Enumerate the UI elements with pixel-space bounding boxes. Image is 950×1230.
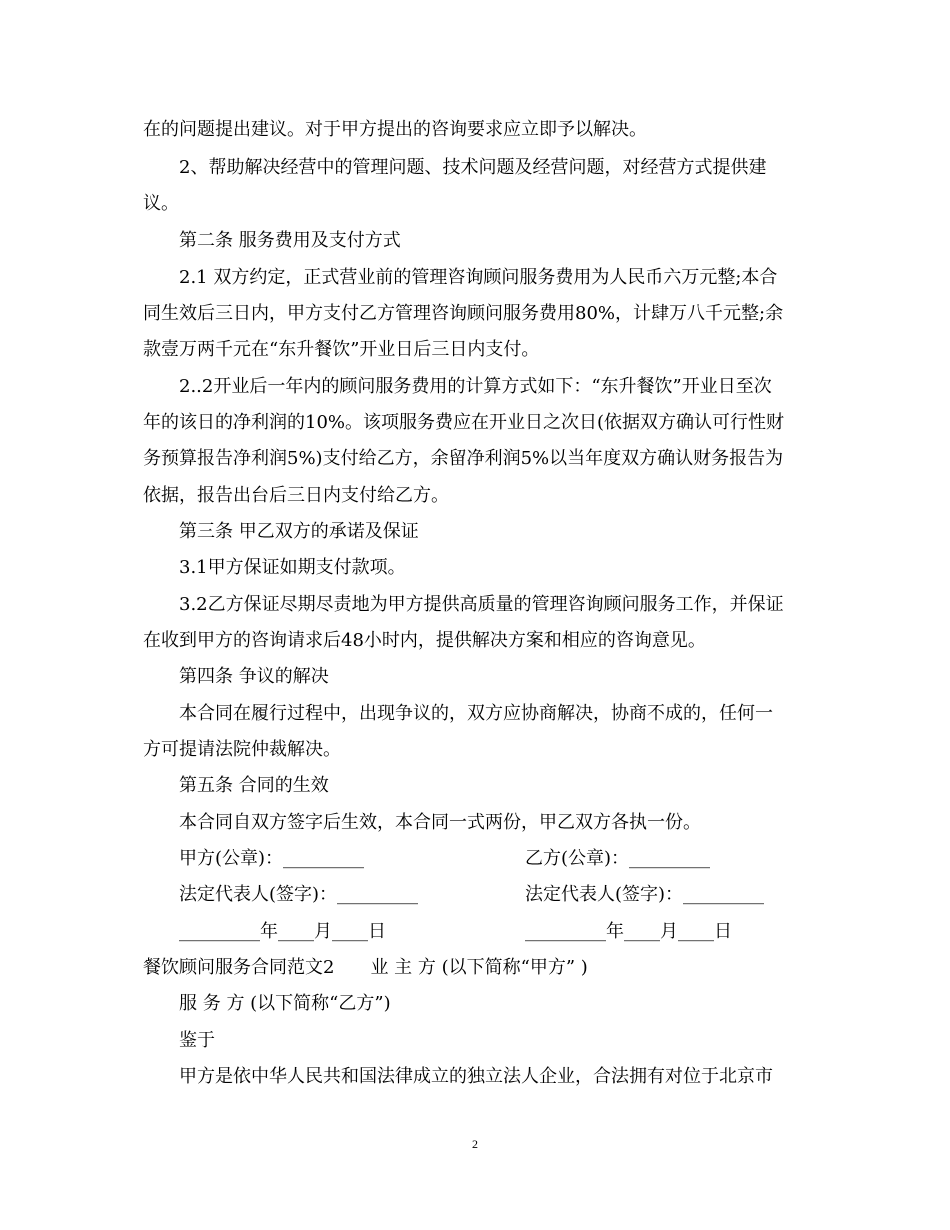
text-line: 依据，报告出台后三日内支付给乙方。: [143, 485, 449, 506]
text-line: 2..2开业后一年内的顾问服务费用的计算方式如下：“东升餐饮”开业日至次: [179, 376, 772, 397]
text-line: 在的问题提出建议。对于甲方提出的咨询要求应立即予以解决。: [143, 119, 647, 140]
section-heading: 第五条 合同的生效: [179, 775, 329, 796]
text-line: 服 务 方 (以下简称“乙方”): [179, 993, 391, 1014]
text-line: 在收到甲方的咨询请求后48小时内，提供解决方案和相应的咨询意见。: [143, 630, 706, 651]
page-number: 2: [472, 1137, 478, 1151]
section-heading: 第四条 争议的解决: [179, 666, 329, 687]
signature-party-a: 甲方(公章)：_________: [179, 848, 365, 869]
text-line: 年的该日的净利润的10%。该项服务费应在开业日之次日(依据双方确认可行性财: [143, 412, 785, 433]
text-line: 务预算报告净利润5%)支付给乙方，余留净利润5%以当年度双方确认财务报告为: [143, 448, 784, 469]
text-line: 3.2乙方保证尽期尽责地为甲方提供高质量的管理咨询顾问服务工作，并保证: [179, 594, 784, 615]
text-line: 本合同在履行过程中，出现争议的，双方应协商解决，协商不成的，任何一: [179, 703, 773, 724]
text-line: 2.1 双方约定，正式营业前的管理咨询顾问服务费用为人民币六万元整;本合: [179, 267, 778, 288]
text-line: 同生效后三日内，甲方支付乙方管理咨询顾问服务费用80%，计肆万八千元整;余: [143, 303, 784, 324]
section-heading: 第二条 服务费用及支付方式: [179, 230, 401, 251]
text-line: 议。: [143, 193, 179, 214]
signature-rep-a: 法定代表人(签字)：_________: [179, 884, 419, 905]
text-line: 餐饮顾问服务合同范文2 业 主 方 (以下简称“甲方” ): [143, 957, 588, 978]
signature-rep-b: 法定代表人(签字)：_________: [525, 884, 765, 905]
text-line: 2、帮助解决经营中的管理问题、技术问题及经营问题，对经营方式提供建: [179, 157, 767, 178]
text-line: 方可提请法院仲裁解决。: [143, 739, 341, 760]
text-line: 本合同自双方签字后生效，本合同一式两份，甲乙双方各执一份。: [179, 812, 701, 833]
signature-date-a: _________年____月____日: [179, 921, 386, 942]
text-line: 款壹万两千元在“东升餐饮”开业日后三日内支付。: [143, 339, 540, 360]
signature-party-b: 乙方(公章)：_________: [525, 848, 711, 869]
signature-date-b: _________年____月____日: [525, 921, 732, 942]
text-line: 鉴于: [179, 1030, 215, 1051]
text-line: 3.1甲方保证如期支付款项。: [179, 557, 406, 578]
section-heading: 第三条 甲乙双方的承诺及保证: [179, 521, 419, 542]
text-line: 甲方是依中华人民共和国法律成立的独立法人企业，合法拥有对位于北京市: [179, 1066, 773, 1087]
